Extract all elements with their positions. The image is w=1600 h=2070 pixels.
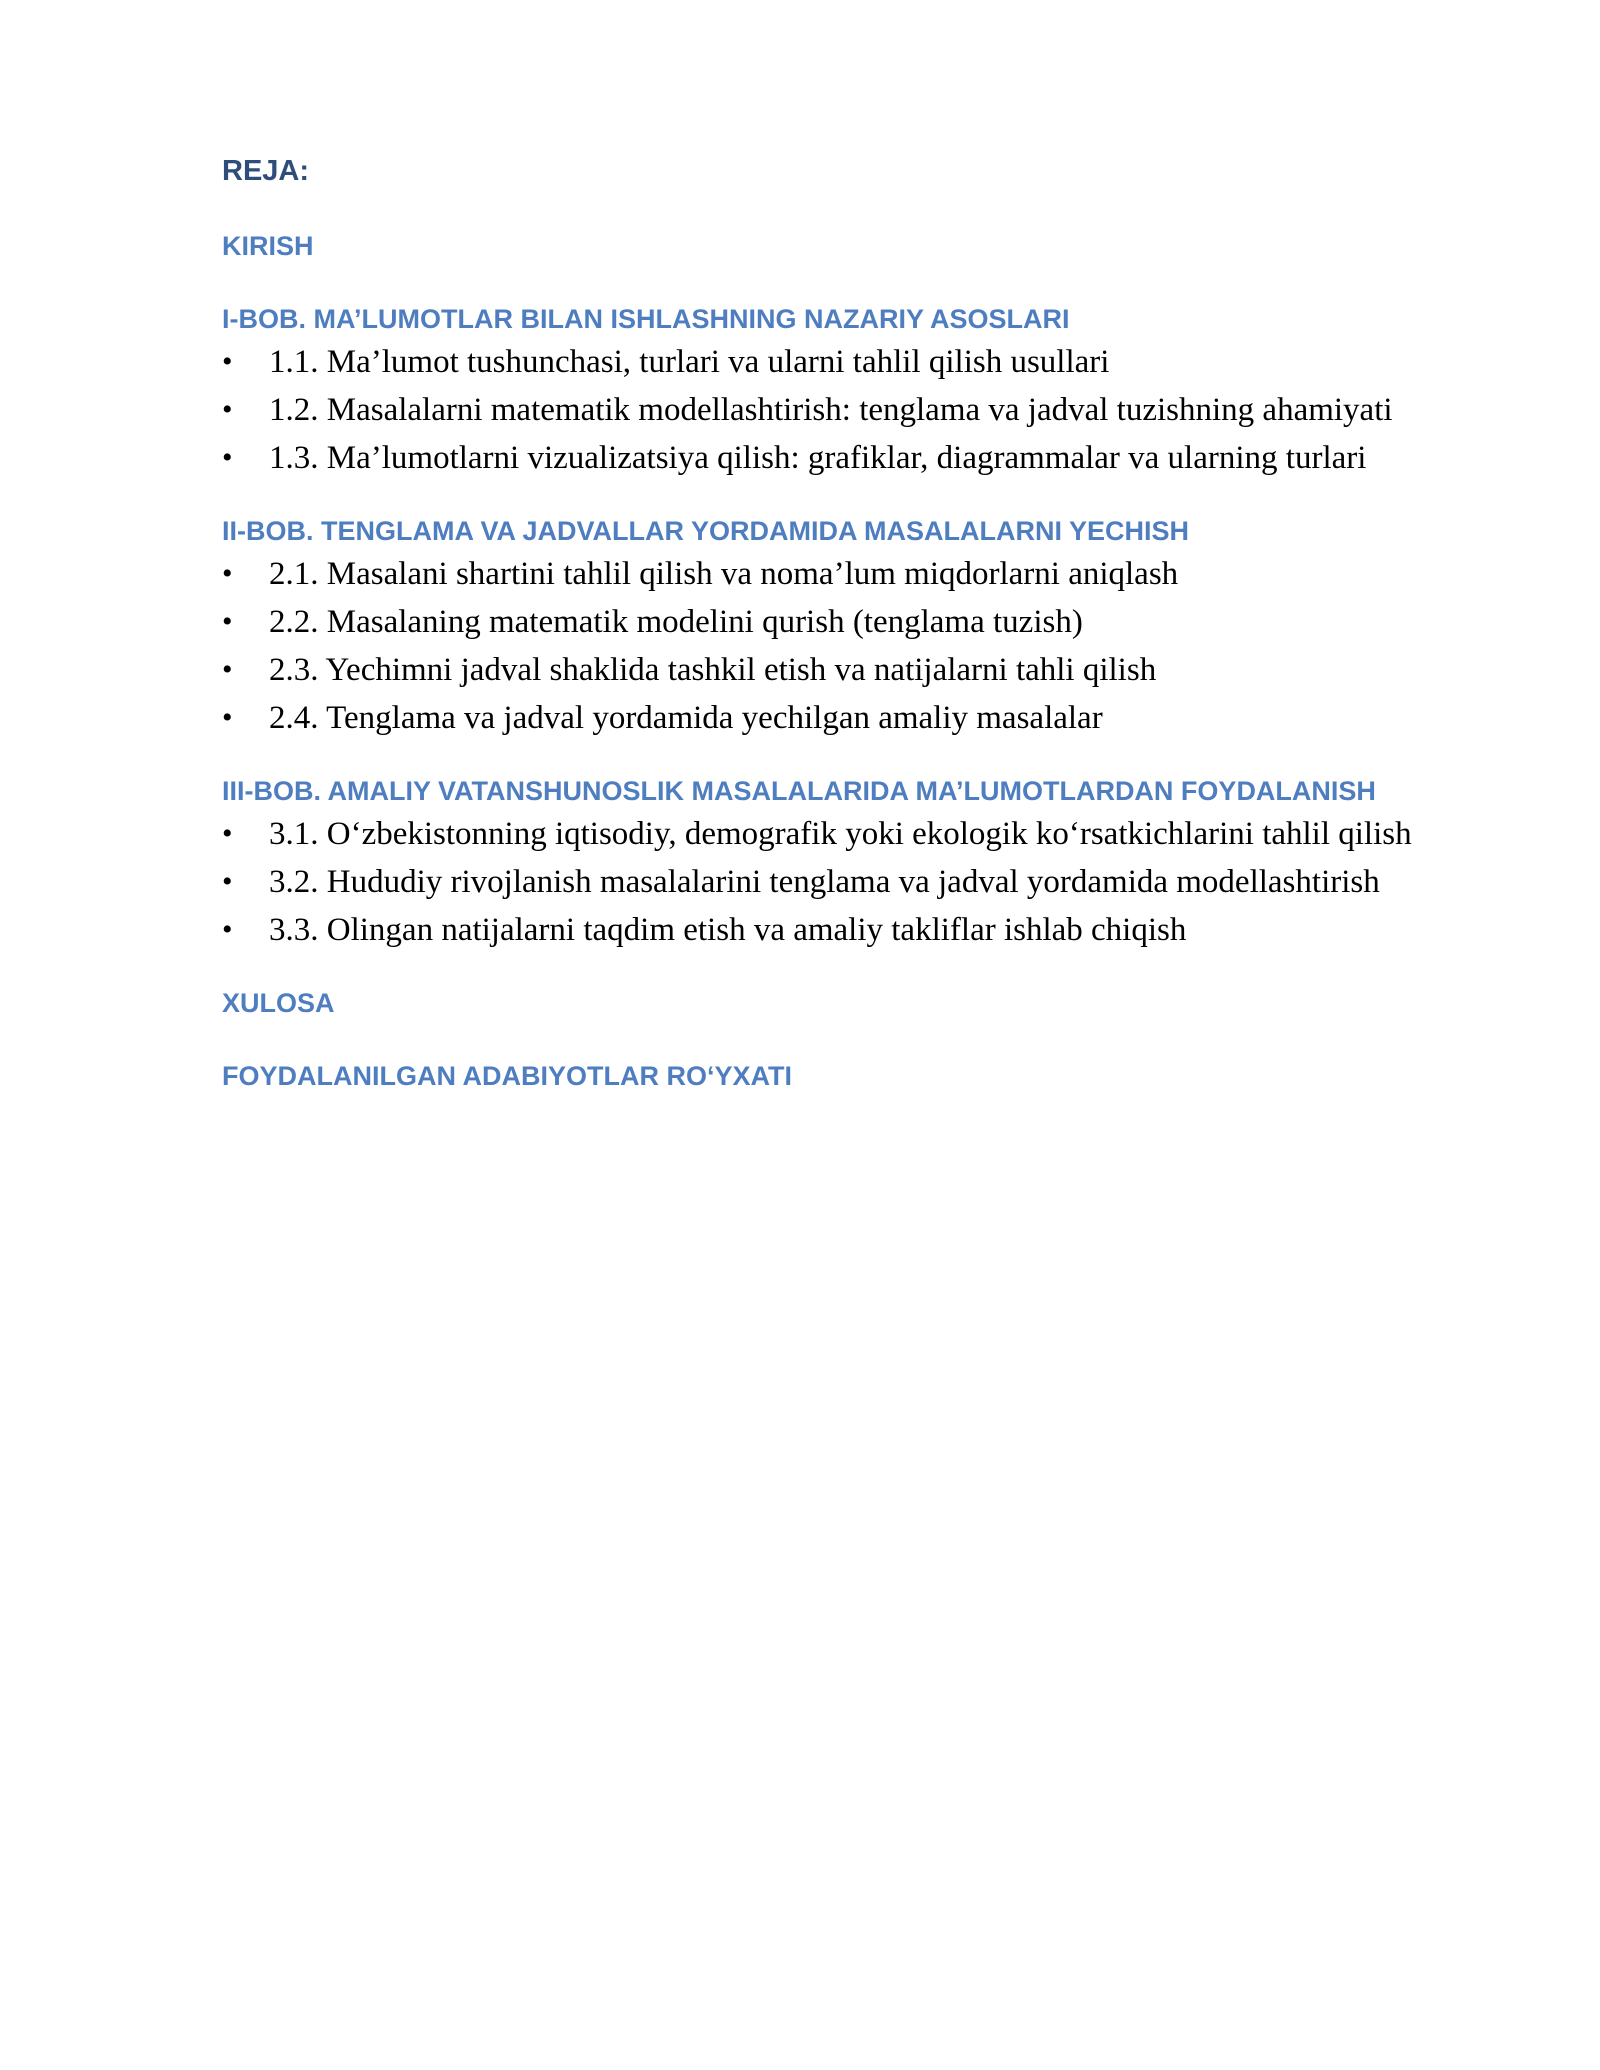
bullet-icon: • bbox=[222, 441, 233, 474]
bullet-icon: • bbox=[222, 701, 233, 734]
bullet-icon: • bbox=[222, 653, 233, 686]
list-item bbox=[222, 646, 1522, 694]
heading-xulosa: XULOSA bbox=[222, 988, 335, 1018]
list-item-text: 2.2. Masalaning matematik modelini qurish (tenglama tuzish) bbox=[269, 604, 1083, 640]
list-item-text: 1.2. Masalalarni matematik modellashtirish: tenglama va jadval tuzishning ahamiyati bbox=[269, 392, 1393, 428]
chapter-1-heading: I-BOB. MA’LUMOTLAR BILAN ISHLASHNING NAZARIY ASOSLARI bbox=[222, 304, 1070, 334]
list-item-text: 3.2. Hududiy rivojlanish masalalarini tenglama va jadval yordamida modellashtirish bbox=[269, 864, 1380, 900]
list-item bbox=[222, 338, 1522, 386]
list-item bbox=[222, 906, 1522, 954]
list-item-text: 1.3. Ma’lumotlarni vizualizatsiya qilish: grafiklar, diagrammalar va ularning turlari bbox=[269, 440, 1367, 476]
heading-references: FOYDALANILGAN ADABIYOTLAR RO‘YXATI bbox=[222, 1061, 792, 1091]
list-item bbox=[222, 598, 1522, 646]
list-item-text: 1.1. Ma’lumot tushunchasi, turlari va ularni tahlil qilish usullari bbox=[269, 344, 1110, 380]
bullet-icon: • bbox=[222, 865, 233, 898]
list-item bbox=[222, 550, 1522, 598]
bullet-icon: • bbox=[222, 817, 233, 850]
bullet-icon: • bbox=[222, 605, 233, 638]
chapter-1-list bbox=[222, 338, 1522, 482]
page-title: REJA: bbox=[222, 155, 310, 187]
list-item bbox=[222, 810, 1522, 858]
bullet-icon: • bbox=[222, 557, 233, 590]
list-item bbox=[222, 858, 1522, 906]
list-item-text: 3.1. O‘zbekistonning iqtisodiy, demografik yoki ekologik ko‘rsatkichlarini tahlil qilish bbox=[269, 816, 1412, 852]
bullet-icon: • bbox=[222, 345, 233, 378]
heading-kirish: KIRISH bbox=[222, 231, 314, 261]
list-item-text: 2.4. Tenglama va jadval yordamida yechilgan amaliy masalalar bbox=[269, 700, 1103, 736]
document-page bbox=[222, 150, 1522, 1095]
list-item-text: 2.3. Yechimni jadval shaklida tashkil etish va natijalarni tahli qilish bbox=[269, 652, 1157, 688]
chapter-2-list bbox=[222, 550, 1522, 742]
list-item-text: 2.1. Masalani shartini tahlil qilish va noma’lum miqdorlarni aniqlash bbox=[269, 556, 1179, 592]
chapter-3-list bbox=[222, 810, 1522, 954]
chapter-3-heading: III-BOB. AMALIY VATANSHUNOSLIK MASALALARIDA MA’LUMOTLARDAN FOYDALANISH bbox=[222, 776, 1376, 806]
list-item bbox=[222, 694, 1522, 742]
bullet-icon: • bbox=[222, 393, 233, 426]
bullet-icon: • bbox=[222, 913, 233, 946]
list-item bbox=[222, 386, 1522, 434]
list-item bbox=[222, 434, 1522, 482]
list-item-text: 3.3. Olingan natijalarni taqdim etish va amaliy takliflar ishlab chiqish bbox=[269, 912, 1187, 948]
chapter-2-heading: II-BOB. TENGLAMA VA JADVALLAR YORDAMIDA MASALALARNI YECHISH bbox=[222, 516, 1190, 546]
